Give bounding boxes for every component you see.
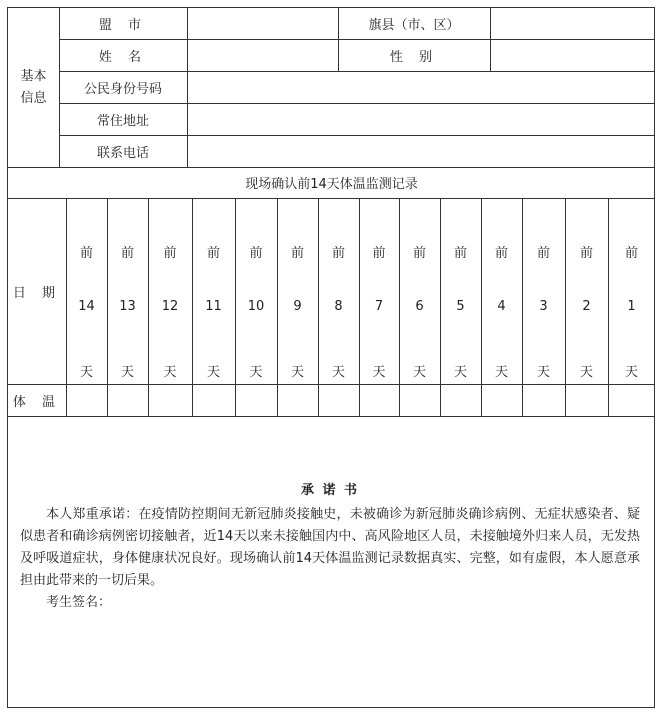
basic-info-label-line2: 信息 bbox=[20, 90, 47, 106]
league-city-field[interactable] bbox=[187, 8, 338, 39]
day-prefix: 前 bbox=[249, 246, 263, 261]
day-column bbox=[107, 199, 148, 385]
phone-label: 联系电话 bbox=[96, 145, 149, 161]
day-column bbox=[277, 199, 318, 385]
day-suffix: 天 bbox=[331, 365, 345, 380]
day-prefix: 前 bbox=[79, 246, 93, 261]
day-number: 9 bbox=[293, 299, 302, 314]
day-suffix: 天 bbox=[624, 365, 638, 380]
day-number: 8 bbox=[334, 299, 343, 314]
temperature-cell[interactable] bbox=[608, 384, 655, 416]
day-column bbox=[608, 199, 655, 385]
temperature-cell[interactable] bbox=[235, 384, 277, 416]
temperature-cell[interactable] bbox=[277, 384, 318, 416]
day-number: 6 bbox=[415, 299, 424, 314]
day-suffix: 天 bbox=[536, 365, 550, 380]
basic-info-label-line1: 基本 bbox=[20, 68, 47, 84]
address-field[interactable] bbox=[187, 103, 655, 135]
day-number: 5 bbox=[456, 299, 465, 314]
temperature-cell[interactable] bbox=[399, 384, 440, 416]
day-number: 7 bbox=[374, 299, 384, 314]
day-column bbox=[522, 199, 565, 385]
day-number: 4 bbox=[497, 299, 506, 314]
day-number: 12 bbox=[161, 299, 179, 314]
day-prefix: 前 bbox=[579, 246, 593, 261]
temperature-cell[interactable] bbox=[359, 384, 399, 416]
day-prefix: 前 bbox=[163, 246, 177, 261]
day-prefix: 前 bbox=[624, 246, 638, 261]
day-column bbox=[440, 199, 481, 385]
address-label: 常住地址 bbox=[96, 113, 149, 129]
date-label: 日 期 bbox=[12, 285, 62, 301]
day-number: 14 bbox=[78, 299, 95, 314]
id-number-label: 公民身份号码 bbox=[83, 81, 162, 97]
day-number: 13 bbox=[119, 299, 136, 314]
temperature-record-title: 现场确认前14天体温监测记录 bbox=[245, 177, 418, 192]
day-prefix: 前 bbox=[331, 246, 345, 261]
day-prefix: 前 bbox=[206, 246, 220, 261]
day-column bbox=[318, 199, 359, 385]
temperature-cell[interactable] bbox=[318, 384, 359, 416]
day-suffix: 天 bbox=[120, 365, 134, 380]
id-number-field[interactable] bbox=[187, 71, 655, 103]
day-number: 10 bbox=[247, 299, 265, 314]
league-city-label: 盟 市 bbox=[98, 18, 148, 33]
pledge-body: 本人郑重承诺：在疫情防控期间无新冠肺炎接触史，未被确诊为新冠肺炎确诊病例、无症状感染者、疑似患者和确诊病例密切接触者，近14天以来未接触国内中、高风险地区人员，未接触境外归来人员，无发热及呼吸道症状，身体健康状况良好。现场确认前14天体温监测记录数据真实、完整，如有虚假，本人愿意承担由此带来的一切后果。 bbox=[20, 507, 640, 588]
temperature-cell[interactable] bbox=[440, 384, 481, 416]
day-suffix: 天 bbox=[206, 365, 220, 380]
temperature-label: 体 温 bbox=[12, 394, 62, 410]
phone-field[interactable] bbox=[187, 135, 655, 167]
name-field[interactable] bbox=[187, 39, 338, 71]
registration-form bbox=[7, 7, 655, 708]
day-prefix: 前 bbox=[494, 246, 508, 261]
day-number: 2 bbox=[582, 299, 591, 314]
gender-field[interactable] bbox=[490, 39, 655, 71]
banner-county-label: 旗县（市、区） bbox=[368, 18, 460, 33]
day-column bbox=[148, 199, 192, 385]
day-prefix: 前 bbox=[536, 246, 550, 261]
day-prefix: 前 bbox=[120, 246, 134, 261]
temperature-cell[interactable] bbox=[107, 384, 148, 416]
gender-label: 性 别 bbox=[389, 49, 439, 65]
temperature-cell[interactable] bbox=[522, 384, 565, 416]
day-suffix: 天 bbox=[412, 365, 426, 380]
temperature-cell[interactable] bbox=[481, 384, 522, 416]
day-number: 3 bbox=[539, 299, 548, 314]
basic-info-section-label bbox=[8, 8, 59, 167]
temperature-cell[interactable] bbox=[565, 384, 608, 416]
day-suffix: 天 bbox=[579, 365, 593, 380]
signature-label[interactable]: 考生签名： bbox=[46, 595, 112, 610]
day-number: 1 bbox=[627, 299, 636, 314]
temperature-cell[interactable] bbox=[192, 384, 235, 416]
day-suffix: 天 bbox=[249, 365, 263, 380]
day-column bbox=[192, 199, 235, 385]
pledge-section bbox=[20, 480, 640, 614]
banner-county-field[interactable] bbox=[490, 8, 655, 39]
day-column bbox=[235, 199, 277, 385]
day-number: 11 bbox=[205, 299, 222, 314]
temperature-cell[interactable] bbox=[66, 384, 107, 416]
day-suffix: 天 bbox=[372, 365, 386, 380]
day-suffix: 天 bbox=[163, 365, 177, 380]
day-prefix: 前 bbox=[290, 246, 304, 261]
day-column bbox=[66, 199, 107, 385]
day-suffix: 天 bbox=[494, 365, 508, 380]
day-column bbox=[359, 199, 399, 385]
day-column bbox=[565, 199, 608, 385]
row-divider bbox=[8, 416, 655, 417]
day-column bbox=[481, 199, 522, 385]
day-suffix: 天 bbox=[453, 365, 467, 380]
day-column bbox=[399, 199, 440, 385]
name-label: 姓 名 bbox=[98, 49, 148, 65]
day-prefix: 前 bbox=[412, 246, 426, 261]
day-suffix: 天 bbox=[290, 365, 304, 380]
day-prefix: 前 bbox=[453, 246, 467, 261]
temperature-cell[interactable] bbox=[148, 384, 192, 416]
pledge-title: 承 诺 书 bbox=[300, 483, 360, 498]
day-prefix: 前 bbox=[372, 246, 386, 261]
day-suffix: 天 bbox=[79, 365, 93, 380]
